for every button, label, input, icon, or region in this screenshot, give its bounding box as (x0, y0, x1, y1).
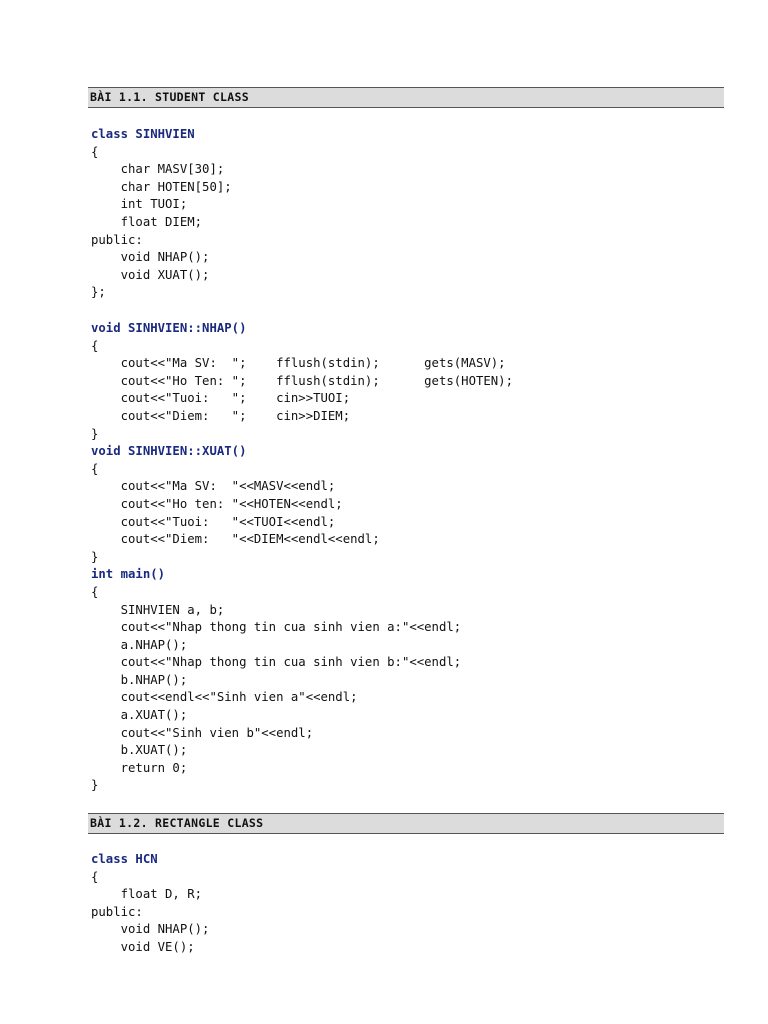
code-line: cout<<"Tuoi: "<<TUOI<<endl; (91, 514, 336, 529)
code-line: a.XUAT(); (91, 708, 188, 723)
code-block-class-hcn (91, 851, 209, 957)
code-line: } (91, 778, 99, 793)
code-line: { (91, 338, 99, 353)
code-line: } (91, 549, 99, 564)
code-line: SINHVIEN a, b; (91, 602, 225, 617)
code-line: { (91, 869, 99, 884)
code-line: a.NHAP(); (91, 637, 188, 652)
code-line: b.XUAT(); (91, 743, 188, 758)
code-line: cout<<"Diem: "<<DIEM<<endl<<endl; (91, 532, 380, 547)
code-line: void SINHVIEN::XUAT() (91, 444, 247, 459)
code-line: float DIEM; (91, 214, 203, 229)
code-line: void XUAT(); (91, 267, 210, 282)
code-line: void SINHVIEN::NHAP() (91, 321, 247, 335)
code-line: cout<<"Nhap thong tin cua sinh vien b:"<<endl; (91, 655, 462, 670)
code-line: cout<<endl<<"Sinh vien a"<<endl; (91, 690, 358, 705)
code-line: } (91, 426, 99, 441)
code-block-sinhvien-methods (91, 320, 513, 795)
code-line: cout<<"Ma SV: "<<MASV<<endl; (91, 479, 336, 494)
code-line: float D, R; (91, 887, 203, 902)
code-line: cout<<"Ma SV: "; fflush(stdin); gets(MASV); (91, 356, 506, 371)
code-line: void NHAP(); (91, 250, 210, 265)
code-line: { (91, 584, 99, 599)
code-line: return 0; (91, 760, 188, 775)
code-line: { (91, 461, 99, 476)
code-line: char HOTEN[50]; (91, 179, 232, 194)
code-line: class SINHVIEN (91, 127, 195, 141)
code-line: }; (91, 285, 106, 300)
code-line: class HCN (91, 852, 158, 866)
code-line: public: (91, 232, 143, 247)
code-line: void NHAP(); (91, 922, 210, 937)
code-line: cout<<"Ho ten: "<<HOTEN<<endl; (91, 496, 343, 511)
code-block-class-sinhvien (91, 126, 232, 302)
code-line: cout<<"Sinh vien b"<<endl; (91, 725, 314, 740)
section-header-student-class: BÀI 1.1. STUDENT CLASS (88, 87, 724, 108)
code-line: { (91, 144, 99, 159)
code-line: int main() (91, 567, 166, 582)
section-header-rectangle-class: BÀI 1.2. RECTANGLE CLASS (88, 813, 724, 834)
code-line: b.NHAP(); (91, 672, 188, 687)
code-line: public: (91, 904, 143, 919)
code-line: void VE(); (91, 939, 195, 954)
code-line: cout<<"Ho Ten: "; fflush(stdin); gets(HOTEN); (91, 373, 513, 388)
code-line: char MASV[30]; (91, 162, 225, 177)
code-line: cout<<"Tuoi: "; cin>>TUOI; (91, 391, 351, 406)
code-line: cout<<"Diem: "; cin>>DIEM; (91, 408, 351, 423)
code-line: int TUOI; (91, 197, 188, 212)
code-line: cout<<"Nhap thong tin cua sinh vien a:"<<endl; (91, 620, 462, 635)
